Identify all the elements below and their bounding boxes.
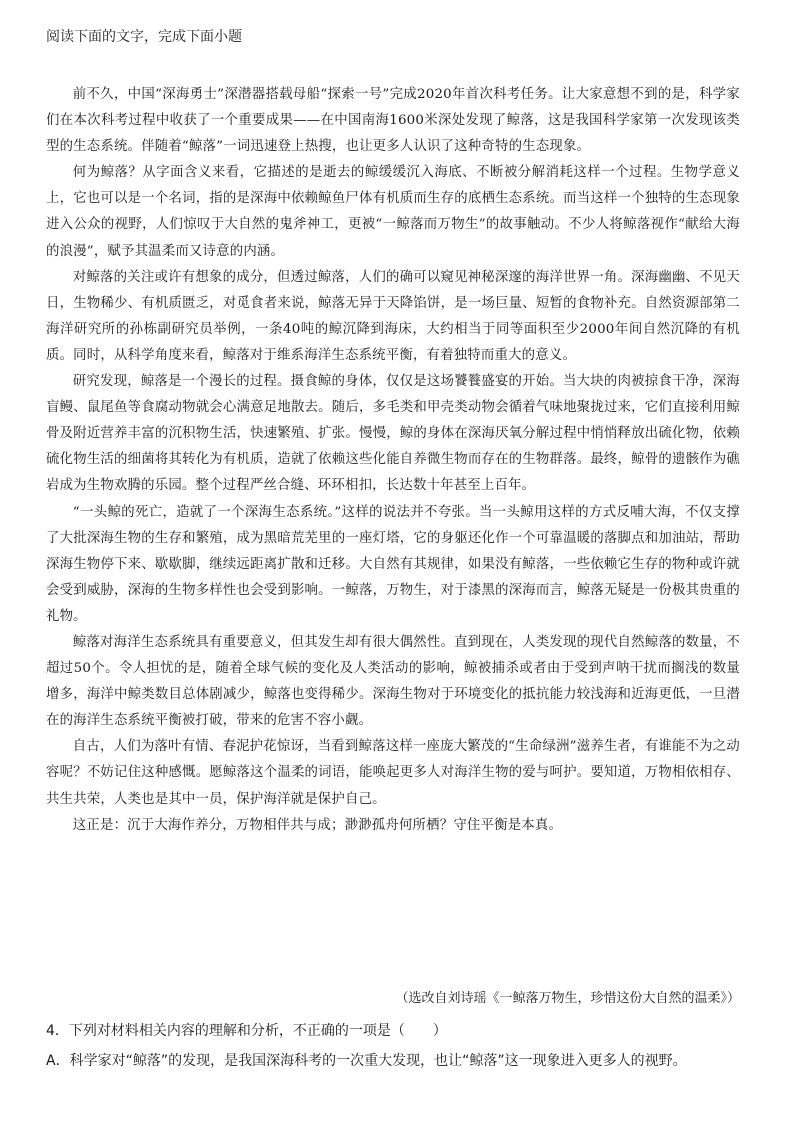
article-paragraph: 自古，人们为落叶有情、春泥护花惊讶，当看到鲸落这样一座庞大繁茂的“生命绿洲”滋养生者，有谁能不为之动容呢？不妨记住这种感慨。愿鲸落这个温柔的词语，能唤起更多人对海洋生物的爱与呵护。要知道，万物相依相存、共生共荣，人类也是其中一员，保护海洋就是保护自己。 [46,739,740,807]
article-paragraph: 研究发现，鲸落是一个漫长的过程。摄食鲸的身体，仅仅是这场饕餮盛宴的开始。当大块的肉被掠食干净，深海盲鳗、鼠尾鱼等食腐动物就会心满意足地散去。随后，多毛类和甲壳类动物会循着气味地聚拢过来，它们直接利用鲸骨及附近营养丰富的沉积物生活，快速繁殖、扩张。慢慢，鲸的身体在深海厌氧分解过程中悄悄释放出硫化物，依赖硫化物生活的细菌将其转化为有机质，造就了依赖这些化能自养微生物而存在的生物群落。最终，鲸骨的遗骸作为礁岩成为生物欢腾的乐园。整个过程严丝合缝、环环相扣，长达数十年甚至上百年。 [46,374,740,494]
article-paragraph: “一头鲸的死亡，造就了一个深海生态系统。”这样的说法并不夸张。当一头鲸用这样的方式反哺大海，不仅支撑了大批深海生物的生存和繁殖，成为黑暗荒芜里的一座灯塔，它的身躯还化作一个可靠温暖的落脚点和加油站，帮助深海生物停下来、歇歇脚，继续远距离扩散和迁移。大自然有其规律，如果没有鲸落，一些依赖它生存的物种或许就会受到威胁，深海的生物多样性也会受到影响。一鲸落，万物生，对于漆黑的深海而言，鲸落无疑是一份极其贵重的礼物。 [46,504,740,624]
reading-instruction: 阅读下面的文字，完成下面小题 [46,29,242,45]
option-a: A．科学家对“鲸落”的发现，是我国深海科考的一次重大发现，也让“鲸落”这一现象进入更多人的视野。 [46,1053,687,1069]
article-paragraph: 前不久，中国“深海勇士”深潜器搭载母船“探索一号”完成2020年首次科考任务。让大家意想不到的是，科学家们在本次科考过程中收获了一个重要成果——在中国南海1600米深处发现了鲸落，这是我国科学家第一次发现该类型的生态系统。伴随着“鲸落”一词迅速登上热搜，也让更多人认识了这种奇特的生态现象。 [46,87,740,155]
article-paragraph: 何为鲸落？从字面含义来看，它描述的是逝去的鲸缓缓沉入海底、不断被分解消耗这样一个过程。生物学意义上，它也可以是一个名词，指的是深海中依赖鲸鱼尸体有机质而生存的底栖生态系统。而当这样一个独特的生态现象进入公众的视野，人们惊叹于大自然的鬼斧神工，更被“一鲸落而万物生”的故事触动。不少人将鲸落视作“献给大海的浪漫”，赋予其温柔而又诗意的内涵。 [46,165,740,259]
article-paragraph: 对鲸落的关注或许有想象的成分，但透过鲸落，人们的确可以窥见神秘深邃的海洋世界一角。深海幽幽、不见天日，生物稀少、有机质匮乏，对觅食者来说，鲸落无异于天降馅饼，是一场巨量、短暂的食物补充。自然资源部第二海洋研究所的孙栋副研究员举例，一条40吨的鲸沉降到海床，大约相当于同等面积至少2000年间自然沉降的有机质。同时，从科学角度来看，鲸落对于维系海洋生态系统平衡，有着独特而重大的意义。 [46,269,740,363]
article-paragraph: 鲸落对海洋生态系统具有重要意义，但其发生却有很大偶然性。直到现在，人类发现的现代自然鲸落的数量，不超过50个。令人担忧的是，随着全球气候的变化及人类活动的影响，鲸被捕杀或者由于受到声呐干扰而搁浅的数量增多，海洋中鲸类数目总体剧减少，鲸落也变得稀少。深海生物对于环境变化的抵抗能力较浅海和近海更低，一旦潜在的海洋生态系统平衡被打破，带来的危害不容小觑。 [46,634,740,729]
question-stem: 4．下列对材料相关内容的理解和分析，不正确的一项是（ ） [46,1023,447,1039]
article-body [46,82,740,839]
article-paragraph: 这正是：沉于大海作养分，万物相伴共与成；渺渺孤舟何所栖？守住平衡是本真。 [72,817,563,833]
source-citation: （选改自刘诗瑶《一鲸落万物生，珍惜这份大自然的温柔》） [395,991,740,1006]
